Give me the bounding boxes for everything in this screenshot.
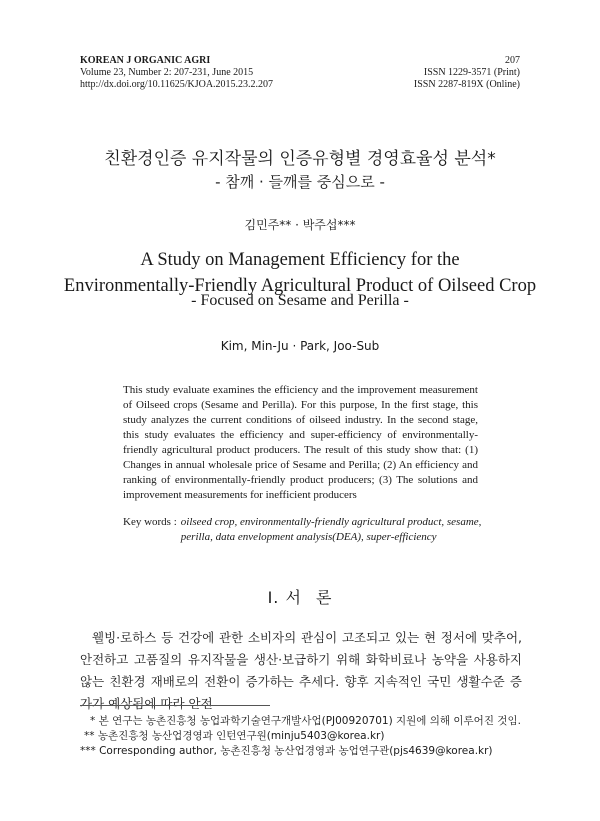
page-number: 207 (505, 55, 520, 66)
volume-info: Volume 23, Number 2: 207-231, June 2015 (80, 67, 254, 78)
footnote-author-1: ** 농촌진흥청 농산업경영과 인턴연구원(minju5403@korea.kr) (84, 730, 385, 742)
title-english-line1: A Study on Management Efficiency for the (140, 250, 460, 270)
authors-korean: 김민주** · 박주섭*** (244, 218, 356, 232)
title-english-line2: Environmentally-Friendly Agricultural Product of Oilseed Crop (63, 276, 537, 296)
section-heading (0, 585, 600, 608)
title-korean: 친환경인증 유지작물의 인증유형별 경영효율성 분석* (104, 149, 496, 169)
footnote-funding: * 본 연구는 농촌진흥청 농업과학기술연구개발사업(PJ00920701) 지원에 의해 이루어진 것임. (90, 715, 521, 727)
subtitle-korean: - 참깨 · 들깨를 중심으로 - (215, 173, 385, 191)
footnote-author-2: *** Corresponding author, 농촌진흥청 농산업경영과 농업연구관(pjs4639@korea.kr) (80, 745, 493, 757)
doi-link[interactable]: http://dx.doi.org/10.11625/KJOA.2015.23.2.207 (80, 79, 274, 90)
issn-print: ISSN 1229-3571 (Print) (423, 67, 520, 78)
authors-english: Kim, Min-Ju · Park, Joo-Sub (220, 339, 380, 353)
abstract: This study evaluate examines the efficiency and the improvement measurement of Oilseed crops (Sesame and Perilla). For this purpose, In the first stage, this study analyzes the current conditions of oilseed industry. In the second stage, this study evaluates the efficiency and super-efficiency of environmentally-friendly agricultural product producers. The result of this study show that: (1) Changes in annual wholesale price of Sesame and Perilla; (2) An efficiency and ranking of environmentally-friendly product producers; (3) The solutions and improvement measurements for inefficient producers (123, 384, 478, 501)
footnotes (80, 714, 530, 759)
journal-name: KOREAN J ORGANIC AGRI (80, 55, 211, 66)
section-number: I. 서 (267, 588, 302, 607)
issn-online: ISSN 2287-819X (Online) (413, 79, 520, 90)
footnote-divider (80, 705, 270, 706)
subtitle-english: - Focused on Sesame and Perilla - (191, 292, 409, 309)
keywords (123, 515, 503, 545)
journal-header (80, 55, 520, 91)
section-title: 론 (315, 588, 333, 607)
keywords-label: Key words : (123, 516, 177, 528)
body-paragraph: 웰빙·로하스 등 건강에 관한 소비자의 관심이 고조되고 있는 현 정서에 맞추어, 안전하고 고품질의 유지작물을 생산·보급하기 위해 화학비료나 농약을 사용하지 않는 친환경 재배로의 전환이 증가하는 추세다. 향후 지속적인 국민 생활수준 증가가 예상됨에 따라 안전 (80, 630, 522, 711)
keywords-list: oilseed crop, environmentally-friendly agricultural product, sesame, perilla, data envelopment analysis(DEA), super-efficiency (180, 516, 482, 543)
